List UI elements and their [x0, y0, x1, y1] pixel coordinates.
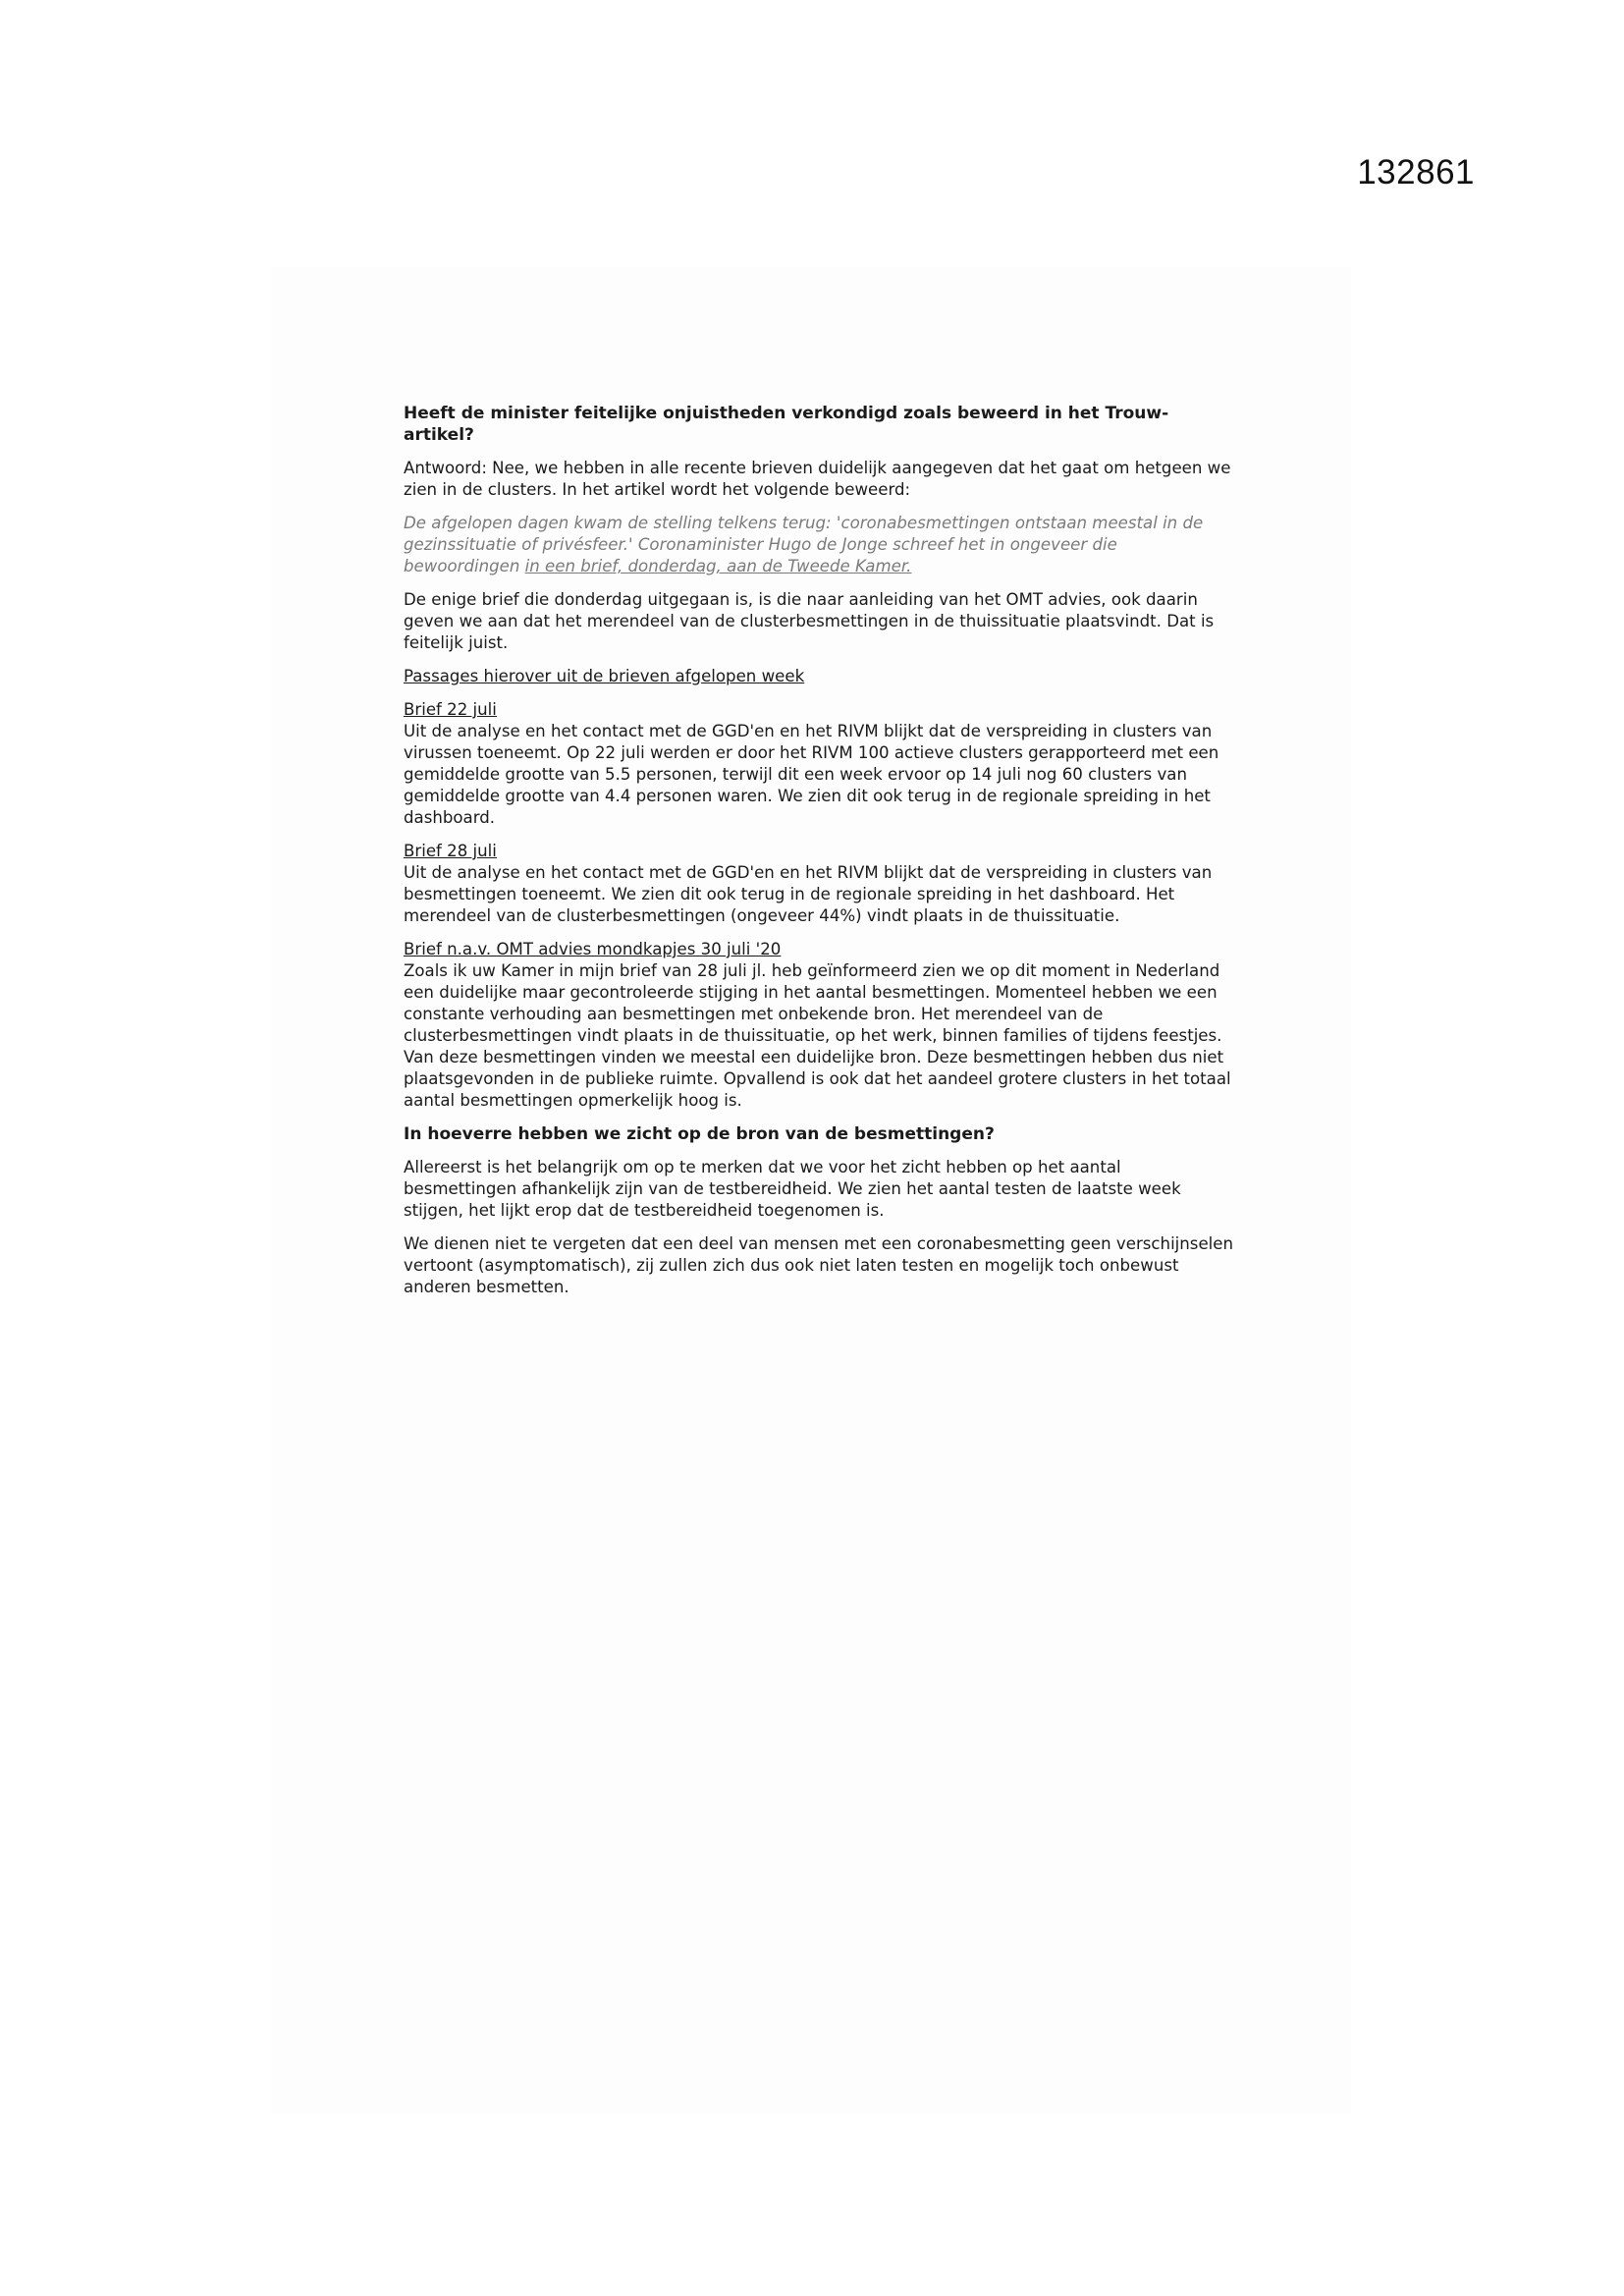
answer-paragraph-2b: We dienen niet te vergeten dat een deel van mensen met een coronabesmetting geen verschijnselen vertoont (asymptomatisch), zij zullen zich dus ook niet laten testen en mogelijk toch onbewust anderen besmetten.: [404, 1234, 1234, 1296]
letter-block: [404, 841, 1238, 927]
quote-text: De afgelopen dagen kwam de stelling telkens terug: 'coronabesmettingen ontstaan meestal in de gezinssituatie of privésfeer.' Coronaminister Hugo de Jonge schreef het in ongeveer die bewoordingen: [404, 514, 1204, 575]
letter-title: Brief n.a.v. OMT advies mondkapjes 30 juli '20: [404, 940, 782, 958]
letter-title: Brief 28 juli: [404, 842, 497, 860]
quote-link[interactable]: in een brief, donderdag, aan de Tweede Kamer.: [524, 557, 912, 575]
answer-paragraph-1: Antwoord: Nee, we hebben in alle recente brieven duidelijk aangegeven dat het gaat om hetgeen we zien in de clusters. In het artikel wordt het volgende beweerd:: [404, 459, 1231, 499]
letter-block: [404, 939, 1238, 1112]
letter-body: Uit de analyse en het contact met de GGD'en en het RIVM blijkt dat de verspreiding in clusters van virussen toeneemt. Op 22 juli werden er door het RIVM 100 actieve clusters gerapporteerd met een gemiddelde grootte van 5.5 personen, terwijl dit een week ervoor op 14 juli nog 60 clusters van gemiddelde grootte van 4.4 personen waren. We zien dit ook terug in de regionale spreiding in het dashboard.: [404, 722, 1219, 827]
question-heading-2: In hoeverre hebben we zicht op de bron van de besmettingen?: [404, 1124, 995, 1144]
letter-block: [404, 699, 1238, 829]
question-heading-1: Heeft de minister feitelijke onjuistheden verkondigd zoals beweerd in het Trouw-artikel?: [404, 404, 1169, 445]
passages-heading: Passages hierover uit de brieven afgelopen week: [404, 667, 805, 685]
letter-body: Uit de analyse en het contact met de GGD'en en het RIVM blijkt dat de verspreiding in clusters van besmettingen toeneemt. We zien dit ook terug in de regionale spreiding in het dashboard. Het merendeel van de clusterbesmettingen (ongeveer 44%) vindt plaats in de thuissituatie.: [404, 863, 1213, 925]
letter-body: Zoals ik uw Kamer in mijn brief van 28 juli jl. heb geïnformeerd zien we op dit moment in Nederland een duidelijke maar gecontroleerde stijging in het aantal besmettingen. Momenteel hebben we een constante verhouding aan besmettingen met onbekende bron. Het merendeel van de clusterbesmettingen vindt plaats in de thuissituatie, op het werk, binnen families of tijdens feestjes. Van deze besmettingen vinden we meestal een duidelijke bron. Deze besmettingen hebben dus niet plaatsgevonden in de publieke ruimte. Opvallend is ook dat het aandeel grotere clusters in het totaal aantal besmettingen opmerkelijk hoog is.: [404, 961, 1231, 1110]
document-number: 132861: [1357, 153, 1475, 191]
article-quote: [404, 513, 1238, 577]
letter-title: Brief 22 juli: [404, 700, 497, 719]
answer-paragraph-2a: Allereerst is het belangrijk om op te merken dat we voor het zicht hebben op het aantal besmettingen afhankelijk zijn van de testbereidheid. We zien het aantal testen de laatste week stijgen, het lijkt erop dat de testbereidheid toegenomen is.: [404, 1158, 1181, 1220]
document-body: [404, 403, 1238, 1310]
brief-paragraph: De enige brief die donderdag uitgegaan is, is die naar aanleiding van het OMT advies, ook daarin geven we aan dat het merendeel van de clusterbesmettingen in de thuissituatie plaatsvindt. Dat is feitelijk juist.: [404, 590, 1215, 652]
